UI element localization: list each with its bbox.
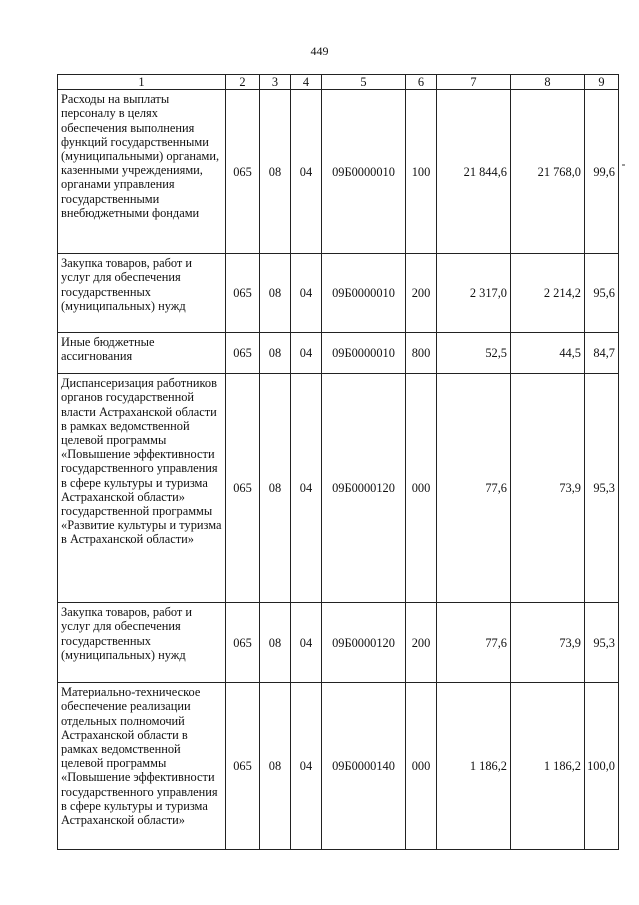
- subsection-code: 04: [291, 603, 322, 683]
- actual-amount: 44,5: [511, 333, 585, 374]
- target-article-code: 09Б0000010: [322, 90, 406, 254]
- ministry-code: 065: [226, 333, 260, 374]
- table-body: [58, 90, 619, 850]
- section-code: 08: [260, 90, 291, 254]
- actual-amount: 2 214,2: [511, 254, 585, 333]
- expense-name: Расходы на выплаты персоналу в целях обеспечения выполнения функций государственными (муниципальными) органами, казенными учреждениями, органами управления государственными внебюджетными фондами: [58, 90, 226, 254]
- section-code: 08: [260, 683, 291, 850]
- execution-percent: 84,7: [585, 333, 619, 374]
- subsection-code: 04: [291, 683, 322, 850]
- target-article-code: 09Б0000140: [322, 683, 406, 850]
- column-header: 9: [585, 75, 619, 90]
- planned-amount: 2 317,0: [437, 254, 511, 333]
- budget-table: [57, 74, 619, 850]
- target-article-code: 09Б0000120: [322, 603, 406, 683]
- subsection-code: 04: [291, 254, 322, 333]
- ministry-code: 065: [226, 90, 260, 254]
- column-header: 3: [260, 75, 291, 90]
- expense-type-code: 000: [406, 374, 437, 603]
- actual-amount: 73,9: [511, 603, 585, 683]
- section-code: 08: [260, 374, 291, 603]
- table-row: [58, 333, 619, 374]
- column-header: 5: [322, 75, 406, 90]
- header-row: [58, 75, 619, 90]
- table-row: [58, 683, 619, 850]
- target-article-code: 09Б0000120: [322, 374, 406, 603]
- page-number: 449: [310, 44, 329, 58]
- expense-type-code: 100: [406, 90, 437, 254]
- column-header: 4: [291, 75, 322, 90]
- ministry-code: 065: [226, 374, 260, 603]
- section-code: 08: [260, 254, 291, 333]
- scan-mark: [622, 164, 625, 166]
- expense-name: Диспансеризация работников органов государственной власти Астраханской области в рамках ведомственной целевой программы «Повышение эффективности государственного управления в сфере культуры и туризма Астраханской области» государственной программы «Развитие культуры и туризма в Астраханской области»: [58, 374, 226, 603]
- column-header: 2: [226, 75, 260, 90]
- planned-amount: 77,6: [437, 603, 511, 683]
- planned-amount: 21 844,6: [437, 90, 511, 254]
- subsection-code: 04: [291, 374, 322, 603]
- ministry-code: 065: [226, 603, 260, 683]
- expense-type-code: 000: [406, 683, 437, 850]
- expense-name: Закупка товаров, работ и услуг для обеспечения государственных (муниципальных) нужд: [58, 603, 226, 683]
- subsection-code: 04: [291, 333, 322, 374]
- subsection-code: 04: [291, 90, 322, 254]
- execution-percent: 95,6: [585, 254, 619, 333]
- execution-percent: 100,0: [585, 683, 619, 850]
- ministry-code: 065: [226, 683, 260, 850]
- table-row: [58, 254, 619, 333]
- actual-amount: 73,9: [511, 374, 585, 603]
- section-code: 08: [260, 603, 291, 683]
- section-code: 08: [260, 333, 291, 374]
- ministry-code: 065: [226, 254, 260, 333]
- column-header: 6: [406, 75, 437, 90]
- target-article-code: 09Б0000010: [322, 333, 406, 374]
- execution-percent: 99,6: [585, 90, 619, 254]
- execution-percent: 95,3: [585, 603, 619, 683]
- actual-amount: 1 186,2: [511, 683, 585, 850]
- expense-name: Иные бюджетные ассигнования: [58, 333, 226, 374]
- table-row: [58, 374, 619, 603]
- column-header: 8: [511, 75, 585, 90]
- table-header: [58, 75, 619, 90]
- actual-amount: 21 768,0: [511, 90, 585, 254]
- expense-name: Материально-техническое обеспечение реализации отдельных полномочий Астраханской области в рамках ведомственной целевой программы «Повышение эффективности государственного управления в сфере культуры и туризма Астраханской области»: [58, 683, 226, 850]
- expense-type-code: 200: [406, 603, 437, 683]
- expense-type-code: 800: [406, 333, 437, 374]
- table-row: [58, 603, 619, 683]
- planned-amount: 52,5: [437, 333, 511, 374]
- planned-amount: 77,6: [437, 374, 511, 603]
- expense-name: Закупка товаров, работ и услуг для обеспечения государственных (муниципальных) нужд: [58, 254, 226, 333]
- planned-amount: 1 186,2: [437, 683, 511, 850]
- target-article-code: 09Б0000010: [322, 254, 406, 333]
- expense-type-code: 200: [406, 254, 437, 333]
- column-header: 7: [437, 75, 511, 90]
- column-header: 1: [58, 75, 226, 90]
- execution-percent: 95,3: [585, 374, 619, 603]
- table-row: [58, 90, 619, 254]
